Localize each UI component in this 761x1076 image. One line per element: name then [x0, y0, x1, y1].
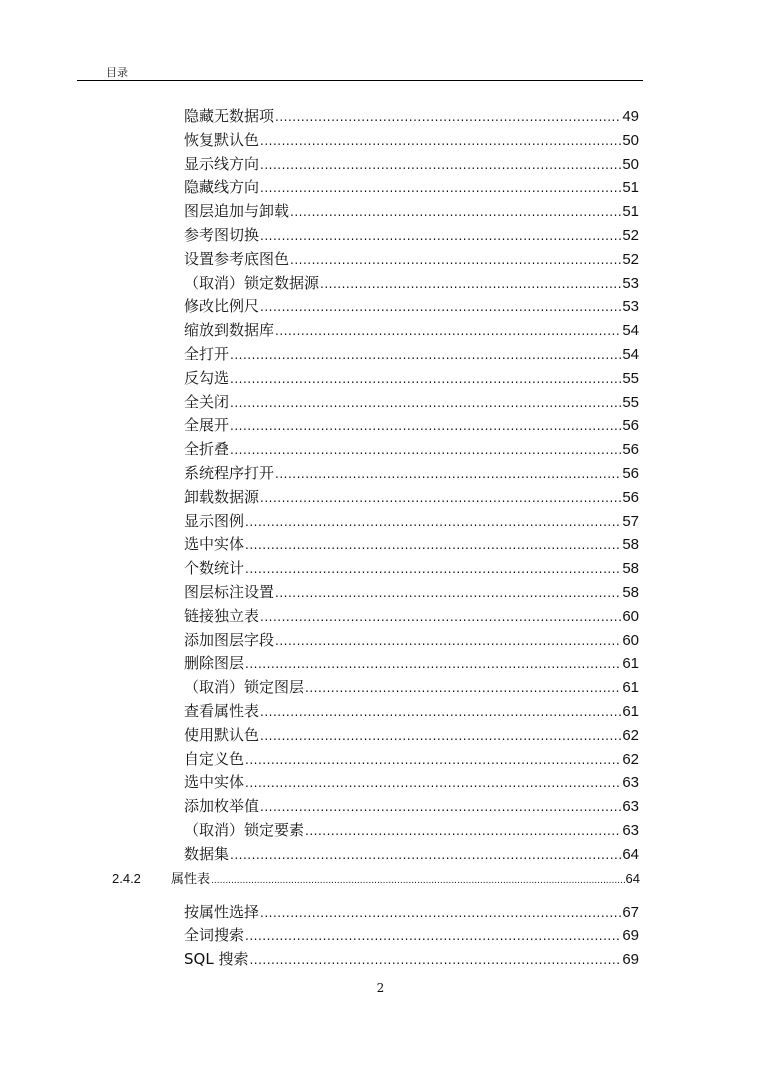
toc-entry-title: 参考图切换 [184, 226, 260, 244]
toc-entry[interactable] [184, 272, 639, 294]
dot-leader [260, 800, 621, 814]
dot-leader [305, 824, 621, 838]
dot-leader [260, 729, 621, 743]
toc-entry-page-number: 56 [622, 417, 639, 435]
toc-entry[interactable] [184, 771, 639, 793]
toc-entry-page-number: 69 [622, 927, 639, 945]
toc-entry[interactable] [184, 924, 639, 946]
page-number: 2 [376, 981, 385, 995]
toc-entry-title: 添加枚举值 [184, 797, 260, 816]
dot-leader [275, 324, 621, 338]
header-rule [77, 80, 643, 81]
toc-entry-title: 缩放到数据库 [184, 321, 275, 340]
toc-entry-title: （取消）锁定要素 [184, 821, 305, 839]
toc-entry[interactable] [184, 486, 639, 508]
dot-leader [245, 929, 621, 943]
toc-entry[interactable] [184, 295, 639, 317]
toc-entry[interactable] [184, 343, 639, 365]
toc-entry-page-number: 60 [622, 607, 639, 625]
dot-leader [245, 753, 621, 767]
dot-leader [305, 681, 621, 695]
toc-entry[interactable] [184, 129, 639, 151]
toc-entry-title: 隐藏无数据项 [184, 107, 275, 125]
toc-entry-page-number: 62 [622, 726, 639, 744]
toc-entry-title: 图层追加与卸载 [184, 202, 290, 221]
dot-leader [275, 110, 621, 124]
dot-leader [275, 634, 621, 648]
toc-entry-title: 数据集 [184, 844, 230, 863]
dot-leader [230, 348, 621, 362]
dot-leader [249, 953, 621, 967]
toc-entry-page-number: 61 [622, 679, 639, 697]
dot-leader [245, 776, 621, 790]
dot-leader [230, 443, 621, 457]
toc-entry-title: 全打开 [184, 345, 230, 363]
toc-entry[interactable] [184, 510, 639, 532]
toc-entry-page-number: 51 [622, 179, 639, 197]
toc-entry[interactable] [184, 724, 639, 746]
toc-entry[interactable] [184, 248, 639, 270]
toc-entry[interactable] [184, 652, 639, 674]
toc-entry-page-number: 54 [622, 322, 639, 340]
toc-entry-title: 删除图层 [184, 654, 245, 673]
toc-entry[interactable] [184, 700, 639, 722]
toc-entry[interactable] [184, 629, 639, 651]
toc-entry-title: 按属性选择 [184, 902, 260, 921]
toc-entry-page-number: 60 [622, 631, 639, 649]
toc-entry[interactable] [184, 200, 639, 222]
toc-entry-title: 全关闭 [184, 392, 230, 411]
toc-entry[interactable] [184, 153, 639, 175]
toc-entry[interactable] [184, 414, 639, 436]
toc-entry-title: （取消）锁定图层 [184, 678, 305, 697]
toc-entry-page-number: 64 [622, 845, 639, 863]
toc-entry-page-number: 55 [622, 369, 639, 387]
toc-entry-page-number: 53 [622, 274, 639, 292]
toc-entry-page-number: 54 [622, 346, 639, 363]
dot-leader [260, 300, 621, 314]
dot-leader [260, 705, 621, 719]
toc-entry-page-number: 58 [622, 536, 639, 554]
dot-leader [260, 906, 621, 920]
toc-entry-title: 选中实体 [184, 535, 245, 554]
toc-entry-page-number: 52 [622, 250, 639, 268]
toc-entry-page-number: 49 [622, 108, 639, 125]
toc-entry[interactable] [184, 748, 639, 770]
toc-entry[interactable] [184, 948, 639, 970]
toc-entry-page-number: 52 [622, 227, 639, 244]
toc-entry[interactable] [184, 319, 639, 341]
toc-entry-page-number: 51 [622, 203, 639, 221]
toc-entry[interactable] [184, 224, 639, 246]
dot-leader [260, 134, 621, 148]
toc-entry-page-number: 58 [622, 584, 639, 601]
dot-leader [320, 277, 621, 291]
toc-entry-title: 图层标注设置 [184, 583, 275, 601]
section-page-number: 64 [625, 870, 640, 886]
toc-entry-page-number: 58 [622, 560, 639, 578]
dot-leader [260, 158, 621, 172]
toc-entry-title: 反勾选 [184, 368, 230, 387]
toc-entry[interactable] [184, 676, 639, 698]
toc-entry[interactable] [184, 901, 639, 923]
dot-leader [230, 372, 621, 386]
toc-entry[interactable] [184, 438, 639, 460]
toc-entry-page-number: 63 [622, 774, 639, 792]
toc-entry-page-number: 50 [622, 131, 639, 149]
toc-entry-title: 系统程序打开 [184, 464, 275, 482]
dot-leader [245, 562, 621, 576]
toc-entry-page-number: 50 [622, 155, 639, 173]
toc-entry-page-number: 69 [622, 951, 639, 969]
toc-entry-page-number: 55 [622, 393, 639, 411]
toc-entry-title: 显示线方向 [184, 154, 260, 173]
toc-entry-title: 隐藏线方向 [184, 178, 260, 197]
dot-leader [275, 586, 621, 600]
dot-leader [260, 229, 621, 243]
toc-entry-title: 添加图层字段 [184, 630, 275, 649]
toc-entry-page-number: 56 [622, 465, 639, 482]
toc-entry-page-number: 63 [622, 798, 639, 816]
toc-entry[interactable] [184, 795, 639, 817]
toc-entry-page-number: 61 [622, 655, 639, 673]
toc-entry-title: SQL 搜索 [184, 950, 249, 969]
toc-entry[interactable] [184, 176, 639, 198]
toc-entry-title: 恢复默认色 [184, 130, 260, 149]
dot-leader [290, 253, 621, 267]
dot-leader [245, 538, 621, 552]
toc-entry[interactable] [184, 581, 639, 603]
dot-leader [290, 205, 621, 219]
toc-entry-title: 自定义色 [184, 749, 245, 768]
toc-entry-page-number: 56 [622, 441, 639, 459]
toc-entry-page-number: 56 [622, 488, 639, 506]
toc-entry[interactable] [184, 843, 639, 865]
toc-entry-title: 修改比例尺 [184, 297, 260, 316]
toc-entry-page-number: 53 [622, 298, 639, 316]
dot-leader [260, 181, 621, 195]
toc-entry-title: 选中实体 [184, 773, 245, 792]
toc-entry-title: 个数统计 [184, 559, 245, 578]
toc-entry-title: 显示图例 [184, 511, 245, 530]
toc-entry-page-number: 62 [622, 750, 639, 768]
toc-section-entry[interactable] [112, 868, 640, 888]
dot-leader [230, 396, 621, 410]
toc-entry-title: 全展开 [184, 416, 230, 435]
toc-entry-title: 卸载数据源 [184, 487, 260, 506]
toc-entry[interactable] [184, 605, 639, 627]
toc-entry[interactable] [184, 105, 639, 127]
dot-leader [211, 876, 625, 886]
toc-entry-title: 全词搜索 [184, 926, 245, 945]
toc-entry[interactable] [184, 533, 639, 555]
toc-entry-title: 设置参考底图色 [184, 249, 290, 268]
dot-leader [245, 515, 621, 529]
toc-entry-title: 全折叠 [184, 440, 230, 459]
toc-entry-page-number: 57 [622, 512, 639, 530]
toc-entry[interactable] [184, 557, 639, 579]
toc-entry-title: 查看属性表 [184, 702, 260, 720]
dot-leader [230, 848, 621, 862]
toc-entry-title: 链接独立表 [184, 606, 260, 625]
dot-leader [245, 657, 621, 671]
dot-leader [260, 610, 621, 624]
toc-entry[interactable] [184, 819, 639, 841]
toc-entry-title: （取消）锁定数据源 [184, 273, 320, 292]
section-title: 属性表 [171, 871, 211, 887]
dot-leader [260, 491, 621, 505]
toc-entry[interactable] [184, 462, 639, 484]
toc-entry-page-number: 61 [622, 703, 639, 720]
toc-entry-page-number: 63 [622, 822, 639, 839]
dot-leader [275, 467, 621, 481]
toc-entry-page-number: 67 [622, 903, 639, 921]
running-header: 目录 [106, 66, 128, 79]
toc-entry[interactable] [184, 391, 639, 413]
toc-entry-title: 使用默认色 [184, 725, 260, 744]
dot-leader [230, 419, 621, 433]
toc-entry[interactable] [184, 367, 639, 389]
section-number: 2.4.2 [112, 870, 141, 886]
